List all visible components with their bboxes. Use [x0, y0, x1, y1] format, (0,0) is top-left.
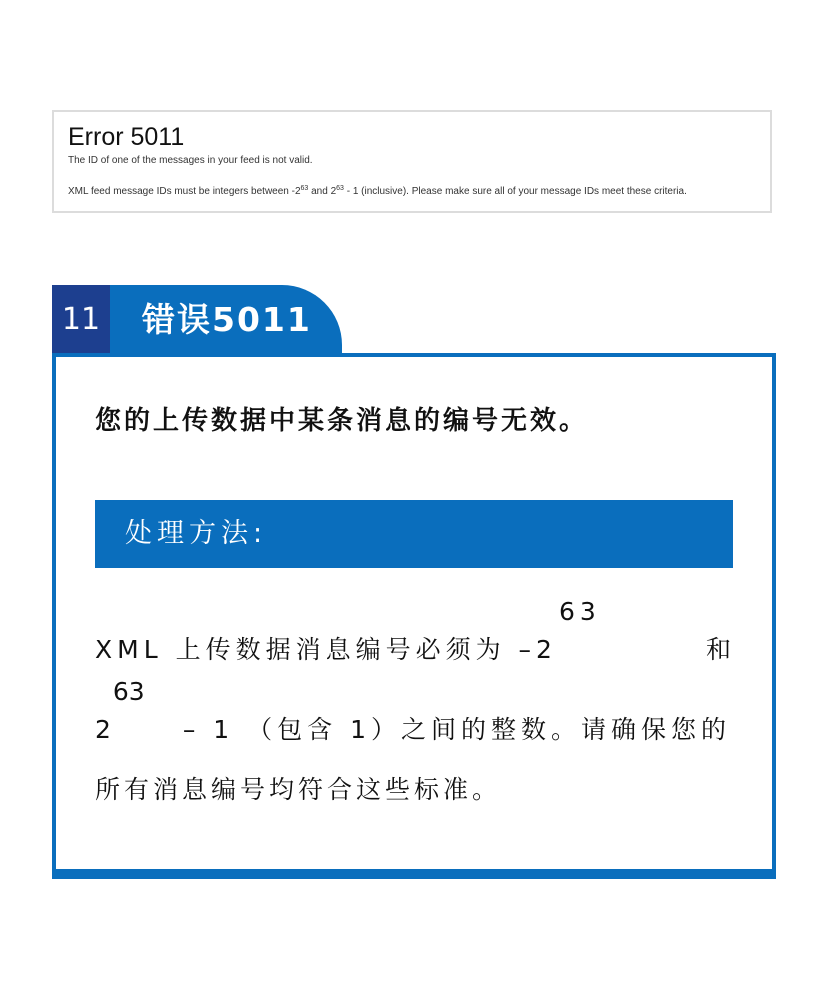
- method-line-1-end: 和: [705, 635, 731, 664]
- section-number-badge: 11: [52, 285, 110, 355]
- error-detail-part-2: and 2: [308, 186, 337, 197]
- method-title: 处理方法:: [125, 518, 268, 549]
- error-summary: 您的上传数据中某条消息的编号无效。: [95, 406, 589, 436]
- method-line-2: [95, 677, 731, 750]
- error-detail: [68, 186, 687, 197]
- error-detail-exponent-1: 63: [300, 185, 309, 192]
- error-detail-part-1: XML feed message IDs must be integers between -2: [68, 186, 301, 197]
- method-line-1-text: XML 上传数据消息编号必须为 –263: [95, 597, 601, 664]
- method-line-1: [95, 597, 731, 670]
- section-title: 错误5011: [142, 300, 312, 339]
- method-line-2-text: – 1 （包含 1）之间的整数。请确保您的: [182, 715, 731, 744]
- method-line-1-main: XML 上传数据消息编号必须为 –2: [95, 635, 557, 664]
- error-detail-part-3: - 1 (inclusive). Please make sure all of your message IDs meet these criteria.: [343, 186, 687, 197]
- method-line-2-base: 2: [95, 715, 111, 744]
- error-title: Error 5011: [68, 123, 185, 151]
- error-description: The ID of one of the messages in your feed is not valid.: [68, 155, 313, 166]
- method-line-2-power: 263: [95, 692, 145, 750]
- error-detail-exponent-2: 63: [336, 185, 344, 192]
- method-line-3: 所有消息编号均符合这些标准。: [95, 775, 502, 804]
- error-screenshot-card: [52, 110, 772, 213]
